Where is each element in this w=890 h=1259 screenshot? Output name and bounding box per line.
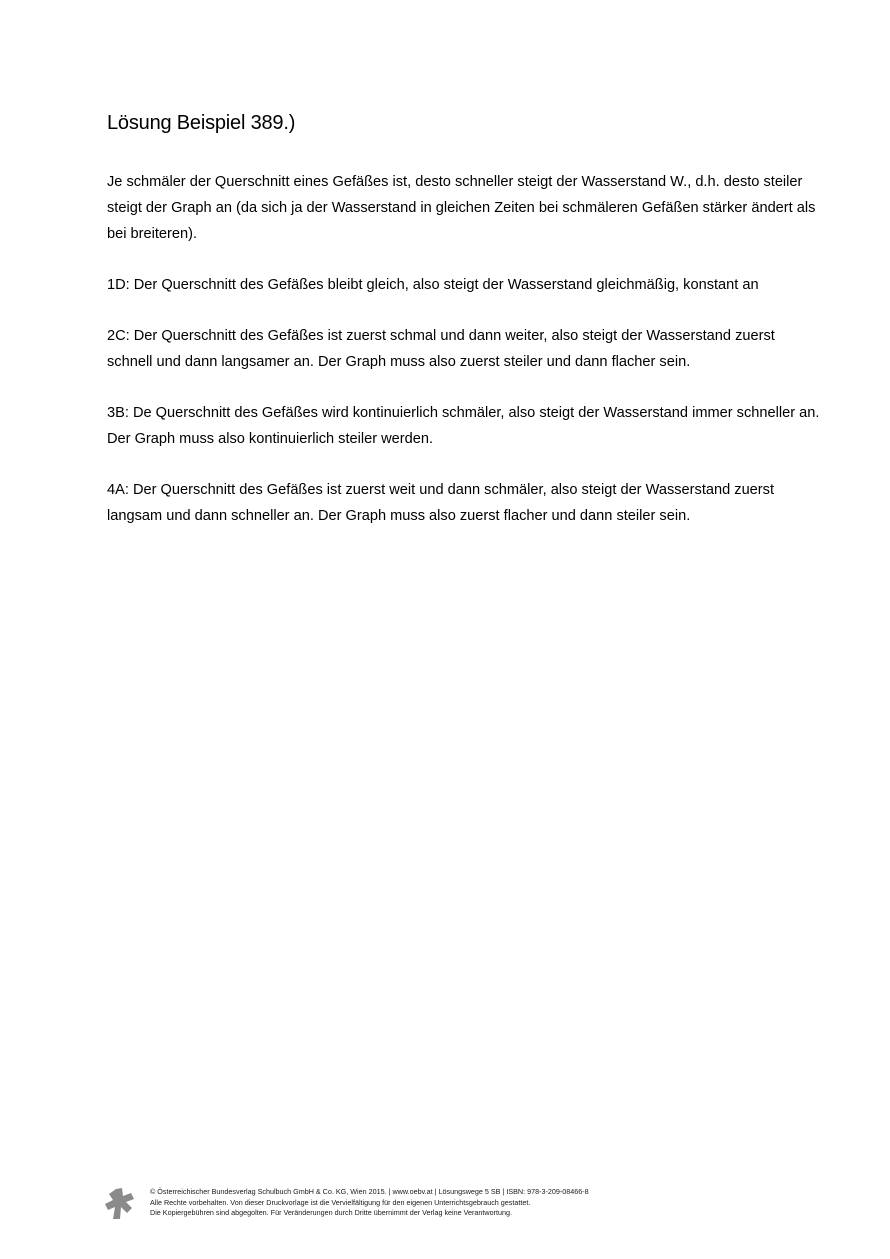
liability-line: Die Kopiergebühren sind abgegolten. Für Veränderungen durch Dritte übernimmt der Verlag keine Verantwortung. [150, 1208, 512, 1217]
rights-line: Alle Rechte vorbehalten. Von dieser Druckvorlage ist die Vervielfältigung für den eigenen Unterrichtsgebrauch gestattet. [150, 1197, 531, 1207]
copyright-line: © Österreichischer Bundesverlag Schulbuch GmbH & Co. KG, Wien 2015. | www.oebv.at | Lösungswege 5 SB | ISBN: 978-3-209-08466-8 [150, 1187, 589, 1196]
copyright-notice [150, 1187, 589, 1219]
answer-4a-paragraph: 4A: Der Querschnitt des Gefäßes ist zuerst weit und dann schmäler, also steigt der Wasserstand zuerst langsam und dann schneller an. Der Graph muss also zuerst flacher und dann steiler sein. [107, 482, 775, 524]
publisher-logo-icon [105, 1188, 135, 1220]
solution-text [107, 169, 822, 554]
answer-2c-paragraph: 2C: Der Querschnitt des Gefäßes ist zuerst schmal und dann weiter, also steigt der Wasserstand zuerst schnell und dann langsamer an. Der Graph muss also zuerst steiler und dann flacher sein. [107, 328, 775, 370]
page-footer [105, 1187, 805, 1223]
answer-3b-paragraph: 3B: De Querschnitt des Gefäßes wird kontinuierlich schmäler, also steigt der Wasserstand immer schneller an. Der Graph muss also kontinuierlich steiler werden. [107, 405, 820, 447]
intro-paragraph: Je schmäler der Querschnitt eines Gefäßes ist, desto schneller steigt der Wasserstand W., d.h. desto steiler steigt der Graph an (da sich ja der Wasserstand in gleichen Zeiten bei schmäleren Gefäßen stärker ändert als bei breiteren). [107, 174, 816, 242]
page-title: Lösung Beispiel 389.) [107, 112, 296, 134]
answer-1d-paragraph: 1D: Der Querschnitt des Gefäßes bleibt gleich, also steigt der Wasserstand gleichmäßig, konstant an [107, 277, 759, 293]
